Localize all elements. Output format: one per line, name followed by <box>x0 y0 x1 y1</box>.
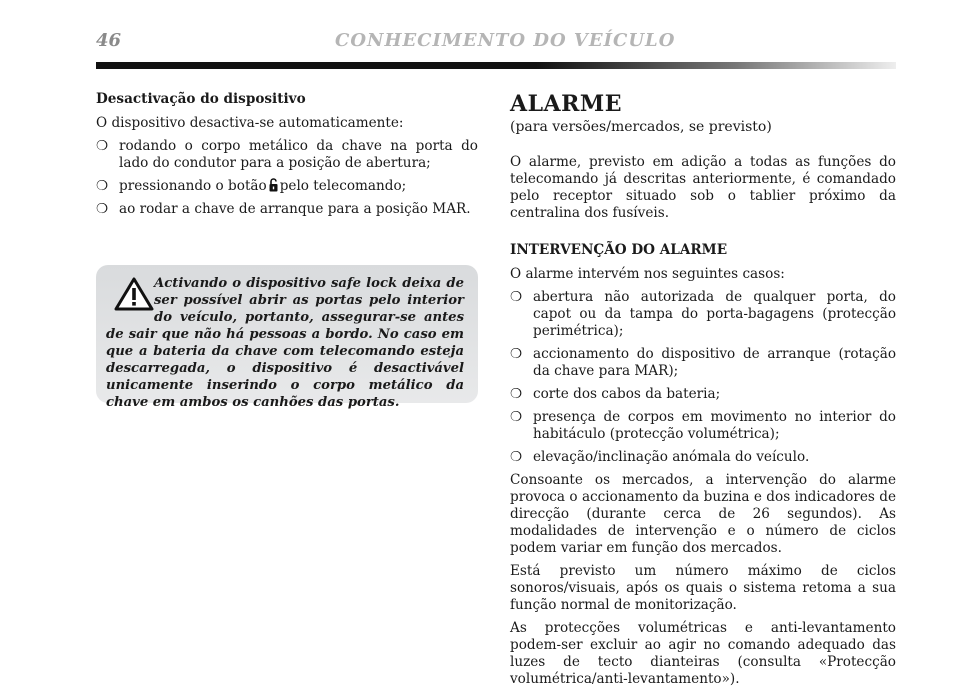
list-item: ❍ elevação/inclinação anómala do veículo. <box>510 449 810 465</box>
alarm-title: ALARME <box>510 91 623 117</box>
page-number: 46 <box>96 30 122 51</box>
list-item: ❍ abertura não autorizada de qualquer porta, do capot ou da tampa do porta-bagagens (protecção perimétrica); <box>510 289 896 339</box>
paragraph-markets: Consoante os mercados, a intervenção do alarme provoca o accionamento da buzina e dos indicadores de direcção (durante cerca de 26 segundos). As modalidades de intervenção e o número de ciclos podem variar em função dos mercados. <box>510 472 896 556</box>
section-title: CONHECIMENTO DO VEÍCULO <box>335 30 676 51</box>
header-rule <box>96 62 896 69</box>
alarm-subtitle: (para versões/mercados, se previsto) <box>510 119 772 135</box>
bullet-icon: ❍ <box>510 449 523 465</box>
right-column <box>510 91 896 694</box>
list-item: ❍ accionamento do dispositivo de arranque (rotação da chave para MAR); <box>510 346 896 379</box>
deactivation-intro: O dispositivo desactiva-se automaticamente: <box>96 115 404 131</box>
left-column <box>96 91 478 224</box>
list-item: ❍ presença de corpos em movimento no interior do habitáculo (protecção volumétrica); <box>510 409 896 442</box>
list-item: ❍ ao rodar a chave de arranque para a posição MAR. <box>96 201 471 217</box>
intervention-list <box>510 289 896 466</box>
bullet-icon: ❍ <box>96 138 109 154</box>
warning-text: Activando o dispositivo safe lock deixa de ser possível abrir as portas pelo interior do veículo, portanto, assegurar-se antes de sair que não há pessoas a bordo. No caso em que a bateria da chave com telecomando esteja descarregada, o dispositivo é desactivável unicamente inserindo o corpo metálico da chave em ambos os canhões das portas. <box>106 276 464 410</box>
warning-box <box>96 265 478 410</box>
deactivation-list <box>96 138 478 218</box>
bullet-icon: ❍ <box>510 409 523 425</box>
bullet-icon: ❍ <box>96 201 109 217</box>
bullet-icon: ❍ <box>510 346 523 362</box>
paragraph-protections: As protecções volumétricas e anti-levantamento podem-ser excluir ao agir no comando adequado das luzes de tecto dianteiras (consulta «Protecção volumétrica/anti-levantamento»). <box>510 620 896 687</box>
list-item: ❍ corte dos cabos da bateria; <box>510 386 721 402</box>
bullet-icon: ❍ <box>510 386 523 402</box>
list-item: ❍ pressionando o botão pelo telecomando; <box>96 178 407 194</box>
deactivation-heading: Desactivação do dispositivo <box>96 91 306 107</box>
bullet-icon: ❍ <box>510 289 523 305</box>
intervention-heading: INTERVENÇÃO DO ALARME <box>510 242 728 258</box>
alarm-intro: O alarme, previsto em adição a todas as funções do telecomando já descritas anteriormente, é comandado pelo receptor situado sob o tablier próximo da centralina dos fusíveis. <box>510 154 896 221</box>
unlock-icon <box>269 178 278 192</box>
bullet-icon: ❍ <box>96 178 109 194</box>
paragraph-cycles: Está previsto um número máximo de ciclos sonoros/visuais, após os quais o sistema retoma a sua função normal de monitorização. <box>510 563 896 613</box>
intervention-intro: O alarme intervém nos seguintes casos: <box>510 266 785 282</box>
list-item: ❍ rodando o corpo metálico da chave na porta do lado do condutor para a posição de abertura; <box>96 138 478 171</box>
